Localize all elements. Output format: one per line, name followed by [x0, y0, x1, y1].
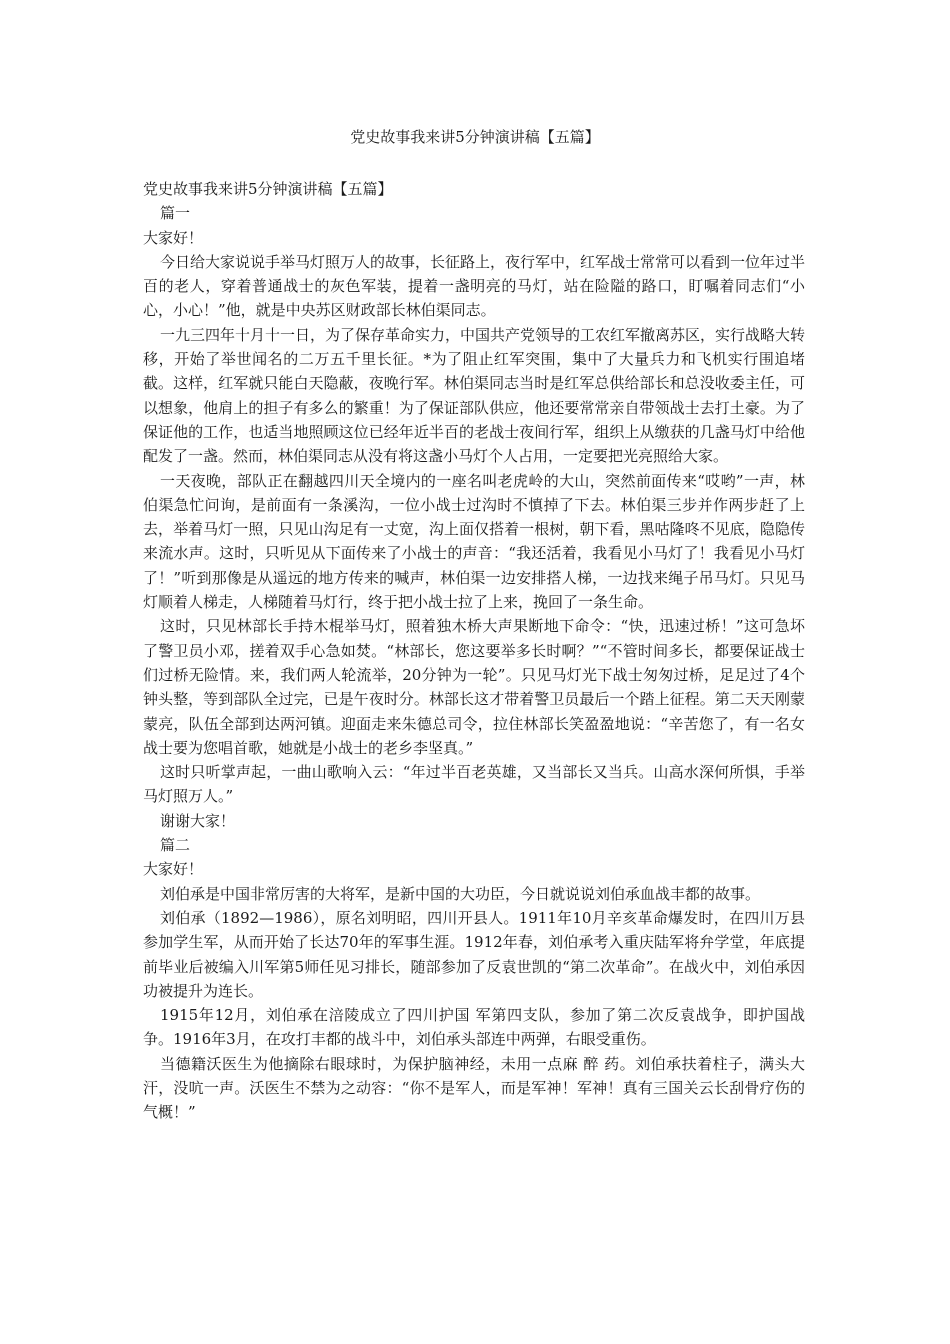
document-body: [143, 177, 805, 1125]
paragraph: 篇一: [160, 204, 191, 223]
paragraph: 今日给大家说说手举马灯照万人的故事，长征路上，夜行军中，红军战士常常可以看到一位年过半百的老人，穿着普通战士的灰色军装，提着一盏明亮的马灯，站在险隘的路口，盯嘱着同志们“小心，小心！”他，就是中央苏区财政部长林伯渠同志。: [143, 252, 806, 320]
paragraph: 一天夜晚，部队正在翻越四川天全境内的一座名叫老虎岭的大山，突然前面传来“哎哟”一声，林伯渠急忙问询，是前面有一条溪沟，一位小战士过沟时不慎掉了下去。林伯渠三步并作两步赶了上去，举着马灯一照，只见山沟足有一丈宽，沟上面仅搭着一根树，朝下看，黑咕隆咚不见底，隐隐传来流水声。这时，只听见从下面传来了小战士的声音：“我还活着，我看见小马灯了！我看见小马灯了！”听到那像是从遥远的地方传来的喊声，林伯渠一边安排搭人梯，一边找来绳子吊马灯。只见马灯顺着人梯走，人梯随着马灯行，终于把小战士拉了上来，挽回了一条生命。: [143, 471, 805, 612]
paragraph: 党史故事我来讲5分钟演讲稿【五篇】: [143, 180, 393, 198]
paragraph: 刘伯承（1892—1986），原名刘明昭，四川开县人。1911年10月辛亥革命爆发时，在四川万县参加学生军，从而开始了长达70年的军事生涯。1912年春，刘伯承考入重庆陆军将弁学堂，年底提前毕业后被编入川军第5师任见习排长，随部参加了反袁世凯的“第二次革命”。在战火中，刘伯承因功被提升为连长。: [143, 908, 805, 1000]
paragraph: 1915年12月，刘伯承在涪陵成立了四川护国 军第四支队，参加了第二次反袁战争，即护国战争。1916年3月，在攻打丰都的战斗中，刘伯承头部连中两弹，右眼受重伤。: [143, 1006, 805, 1049]
document-title: 党史故事我来讲5分钟演讲稿【五篇】: [350, 128, 600, 146]
paragraph: 大家好！: [143, 860, 204, 879]
paragraph: 篇二: [160, 836, 191, 855]
paragraph: 一九三四年十月十一日，为了保存革命实力，中国共产党领导的工农红军撤离苏区，实行战略大转移，开始了举世闻名的二万五千里长征。*为了阻止红军突围，集中了大量兵力和飞机实行围追堵截。这样，红军就只能白天隐蔽，夜晚行军。林伯渠同志当时是红军总供给部长和总没收委主任，可以想象，他肩上的担子有多么的繁重！为了保证部队供应，他还要常常亲自带领战士去打土豪。为了保证他的工作，也适当地照顾这位已经年近半百的老战士夜间行军，组织上从缴获的几盏马灯中给他配发了一盏。然而，林伯渠同志从没有将这盏小马灯个人占用，一定要把光亮照给大家。: [143, 325, 806, 466]
paragraph: 刘伯承是中国非常厉害的大将军，是新中国的大功臣，今日就说说刘伯承血战丰都的故事。: [160, 884, 761, 903]
paragraph: 这时只听掌声起，一曲山歌响入云：“年过半百老英雄，又当部长又当兵。山高水深何所惧，手举马灯照万人。”: [143, 763, 805, 806]
paragraph: 谢谢大家！: [160, 811, 236, 830]
paragraph: 大家好！: [143, 228, 204, 247]
paragraph: 这时，只见林部长手持木棍举马灯，照着独木桥大声果断地下命令：“快，迅速过桥！”这可急坏了警卫员小邓，搓着双手心急如焚。“林部长，您这要举多长时啊？”“不管时间多长，都要保证战士们过桥无险情。来，我们两人轮流举，20分钟为一轮”。只见马灯光下战士匆匆过桥，足足过了4个钟头整，等到部队全过完，已是午夜时分。林部长这才带着警卫员最后一个踏上征程。第二天天刚蒙蒙亮，队伍全部到达两河镇。迎面走来朱德总司令，拉住林部长笑盈盈地说：“辛苦您了，有一名女战士要为您唱首歌，她就是小战士的老乡李坚真。”: [143, 617, 805, 757]
paragraph: 当德籍沃医生为他摘除右眼球时，为保护脑神经，未用一点麻 醉 药。刘伯承扶着柱子，满头大汗，没吭一声。沃医生不禁为之动容：“你不是军人，而是军神！军神！真有三国关云长刮骨疗伤的气概！”: [143, 1054, 805, 1122]
